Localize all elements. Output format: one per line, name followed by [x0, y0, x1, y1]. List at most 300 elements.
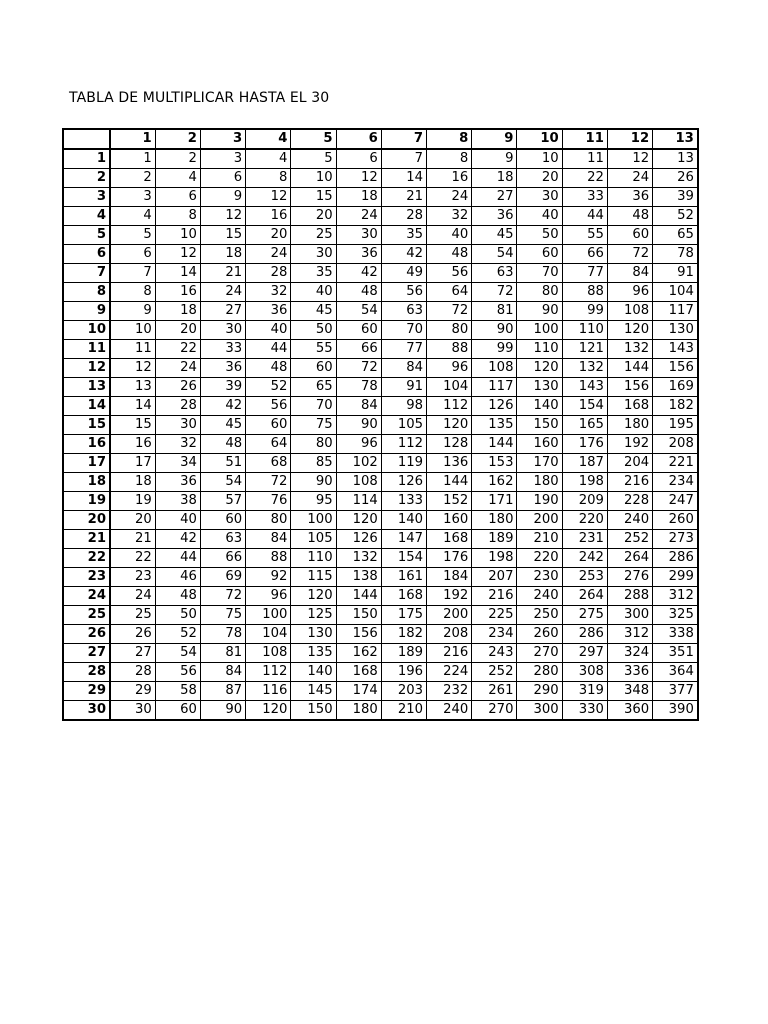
product-cell: 90	[291, 473, 336, 492]
product-cell: 45	[291, 302, 336, 321]
product-cell: 119	[381, 454, 426, 473]
product-cell: 176	[562, 435, 607, 454]
product-cell: 280	[517, 663, 562, 682]
product-cell: 92	[246, 568, 291, 587]
table-body	[63, 149, 698, 720]
product-cell: 68	[246, 454, 291, 473]
product-cell: 121	[562, 340, 607, 359]
product-cell: 20	[246, 226, 291, 245]
product-cell: 240	[427, 701, 472, 721]
product-cell: 40	[246, 321, 291, 340]
row-header: 29	[63, 682, 110, 701]
product-cell: 174	[336, 682, 381, 701]
product-cell: 21	[381, 188, 426, 207]
product-cell: 153	[472, 454, 517, 473]
product-cell: 60	[200, 511, 245, 530]
product-cell: 15	[110, 416, 155, 435]
product-cell: 168	[607, 397, 652, 416]
product-cell: 39	[653, 188, 698, 207]
product-cell: 240	[607, 511, 652, 530]
multiplication-table	[62, 128, 699, 721]
product-cell: 175	[381, 606, 426, 625]
product-cell: 55	[291, 340, 336, 359]
product-cell: 126	[472, 397, 517, 416]
product-cell: 198	[562, 473, 607, 492]
product-cell: 216	[472, 587, 517, 606]
product-cell: 290	[517, 682, 562, 701]
product-cell: 12	[155, 245, 200, 264]
product-cell: 252	[607, 530, 652, 549]
product-cell: 80	[427, 321, 472, 340]
row-header: 3	[63, 188, 110, 207]
table-row	[63, 435, 698, 454]
product-cell: 216	[427, 644, 472, 663]
product-cell: 6	[155, 188, 200, 207]
product-cell: 300	[517, 701, 562, 721]
product-cell: 162	[472, 473, 517, 492]
product-cell: 234	[472, 625, 517, 644]
product-cell: 132	[607, 340, 652, 359]
table-row	[63, 530, 698, 549]
row-header: 6	[63, 245, 110, 264]
product-cell: 112	[246, 663, 291, 682]
product-cell: 286	[653, 549, 698, 568]
product-cell: 16	[427, 169, 472, 188]
product-cell: 48	[246, 359, 291, 378]
product-cell: 108	[246, 644, 291, 663]
column-header: 2	[155, 129, 200, 149]
product-cell: 38	[155, 492, 200, 511]
product-cell: 261	[472, 682, 517, 701]
row-header: 22	[63, 549, 110, 568]
product-cell: 6	[200, 169, 245, 188]
product-cell: 243	[472, 644, 517, 663]
product-cell: 209	[562, 492, 607, 511]
product-cell: 46	[155, 568, 200, 587]
product-cell: 96	[336, 435, 381, 454]
product-cell: 60	[336, 321, 381, 340]
product-cell: 208	[427, 625, 472, 644]
product-cell: 102	[336, 454, 381, 473]
product-cell: 105	[381, 416, 426, 435]
product-cell: 108	[607, 302, 652, 321]
product-cell: 240	[517, 587, 562, 606]
column-header: 7	[381, 129, 426, 149]
product-cell: 55	[562, 226, 607, 245]
product-cell: 319	[562, 682, 607, 701]
product-cell: 104	[427, 378, 472, 397]
product-cell: 52	[155, 625, 200, 644]
product-cell: 18	[200, 245, 245, 264]
product-cell: 26	[155, 378, 200, 397]
product-cell: 65	[653, 226, 698, 245]
product-cell: 27	[472, 188, 517, 207]
table-row	[63, 568, 698, 587]
product-cell: 189	[472, 530, 517, 549]
row-header: 12	[63, 359, 110, 378]
row-header: 9	[63, 302, 110, 321]
product-cell: 9	[200, 188, 245, 207]
product-cell: 286	[562, 625, 607, 644]
row-header: 21	[63, 530, 110, 549]
row-header: 26	[63, 625, 110, 644]
product-cell: 270	[472, 701, 517, 721]
product-cell: 120	[427, 416, 472, 435]
product-cell: 300	[607, 606, 652, 625]
product-cell: 275	[562, 606, 607, 625]
product-cell: 200	[517, 511, 562, 530]
product-cell: 110	[562, 321, 607, 340]
product-cell: 10	[517, 149, 562, 169]
product-cell: 96	[427, 359, 472, 378]
product-cell: 108	[472, 359, 517, 378]
product-cell: 30	[155, 416, 200, 435]
product-cell: 78	[200, 625, 245, 644]
row-header: 17	[63, 454, 110, 473]
product-cell: 90	[517, 302, 562, 321]
product-cell: 144	[427, 473, 472, 492]
product-cell: 22	[155, 340, 200, 359]
product-cell: 152	[427, 492, 472, 511]
row-header: 1	[63, 149, 110, 169]
product-cell: 6	[110, 245, 155, 264]
product-cell: 20	[155, 321, 200, 340]
product-cell: 81	[472, 302, 517, 321]
product-cell: 24	[200, 283, 245, 302]
product-cell: 154	[381, 549, 426, 568]
product-cell: 77	[381, 340, 426, 359]
product-cell: 88	[246, 549, 291, 568]
page-title: TABLA DE MULTIPLICAR HASTA EL 30	[69, 90, 330, 106]
product-cell: 190	[517, 492, 562, 511]
product-cell: 36	[607, 188, 652, 207]
product-cell: 165	[562, 416, 607, 435]
row-header: 16	[63, 435, 110, 454]
product-cell: 44	[155, 549, 200, 568]
product-cell: 57	[200, 492, 245, 511]
product-cell: 98	[381, 397, 426, 416]
product-cell: 24	[110, 587, 155, 606]
table-row	[63, 321, 698, 340]
product-cell: 36	[155, 473, 200, 492]
product-cell: 69	[200, 568, 245, 587]
product-cell: 70	[517, 264, 562, 283]
row-header: 10	[63, 321, 110, 340]
product-cell: 77	[562, 264, 607, 283]
product-cell: 34	[155, 454, 200, 473]
product-cell: 312	[607, 625, 652, 644]
product-cell: 132	[336, 549, 381, 568]
product-cell: 112	[427, 397, 472, 416]
product-cell: 14	[381, 169, 426, 188]
table-row	[63, 492, 698, 511]
product-cell: 234	[653, 473, 698, 492]
column-header: 8	[427, 129, 472, 149]
product-cell: 348	[607, 682, 652, 701]
product-cell: 44	[246, 340, 291, 359]
product-cell: 28	[381, 207, 426, 226]
product-cell: 189	[381, 644, 426, 663]
product-cell: 145	[291, 682, 336, 701]
product-cell: 40	[291, 283, 336, 302]
product-cell: 72	[246, 473, 291, 492]
product-cell: 108	[336, 473, 381, 492]
table-row	[63, 663, 698, 682]
product-cell: 10	[155, 226, 200, 245]
product-cell: 28	[110, 663, 155, 682]
product-cell: 114	[336, 492, 381, 511]
product-cell: 264	[562, 587, 607, 606]
column-header: 13	[653, 129, 698, 149]
column-header: 12	[607, 129, 652, 149]
product-cell: 42	[336, 264, 381, 283]
product-cell: 40	[155, 511, 200, 530]
product-cell: 6	[336, 149, 381, 169]
product-cell: 117	[653, 302, 698, 321]
product-cell: 220	[517, 549, 562, 568]
product-cell: 9	[472, 149, 517, 169]
table-row	[63, 587, 698, 606]
product-cell: 100	[517, 321, 562, 340]
product-cell: 35	[381, 226, 426, 245]
product-cell: 22	[110, 549, 155, 568]
product-cell: 184	[427, 568, 472, 587]
product-cell: 3	[200, 149, 245, 169]
product-cell: 247	[653, 492, 698, 511]
product-cell: 32	[155, 435, 200, 454]
table-row	[63, 245, 698, 264]
product-cell: 156	[607, 378, 652, 397]
product-cell: 325	[653, 606, 698, 625]
product-cell: 180	[607, 416, 652, 435]
product-cell: 250	[517, 606, 562, 625]
row-header: 24	[63, 587, 110, 606]
product-cell: 72	[607, 245, 652, 264]
product-cell: 182	[381, 625, 426, 644]
product-cell: 45	[472, 226, 517, 245]
product-cell: 150	[517, 416, 562, 435]
product-cell: 30	[517, 188, 562, 207]
row-header: 23	[63, 568, 110, 587]
product-cell: 364	[653, 663, 698, 682]
product-cell: 88	[562, 283, 607, 302]
row-header: 15	[63, 416, 110, 435]
product-cell: 162	[336, 644, 381, 663]
product-cell: 19	[110, 492, 155, 511]
product-cell: 33	[562, 188, 607, 207]
product-cell: 308	[562, 663, 607, 682]
row-header: 13	[63, 378, 110, 397]
product-cell: 25	[110, 606, 155, 625]
table-row	[63, 188, 698, 207]
product-cell: 180	[517, 473, 562, 492]
product-cell: 90	[472, 321, 517, 340]
product-cell: 253	[562, 568, 607, 587]
product-cell: 96	[607, 283, 652, 302]
table-row	[63, 378, 698, 397]
product-cell: 18	[155, 302, 200, 321]
product-cell: 99	[472, 340, 517, 359]
product-cell: 42	[155, 530, 200, 549]
product-cell: 48	[200, 435, 245, 454]
product-cell: 18	[336, 188, 381, 207]
product-cell: 75	[291, 416, 336, 435]
product-cell: 180	[472, 511, 517, 530]
table-header	[63, 129, 698, 149]
product-cell: 15	[200, 226, 245, 245]
product-cell: 26	[110, 625, 155, 644]
product-cell: 4	[155, 169, 200, 188]
row-header: 7	[63, 264, 110, 283]
product-cell: 204	[607, 454, 652, 473]
product-cell: 32	[427, 207, 472, 226]
product-cell: 54	[336, 302, 381, 321]
product-cell: 36	[336, 245, 381, 264]
product-cell: 56	[155, 663, 200, 682]
product-cell: 40	[427, 226, 472, 245]
product-cell: 200	[427, 606, 472, 625]
corner-cell	[63, 129, 110, 149]
table-row	[63, 549, 698, 568]
product-cell: 72	[200, 587, 245, 606]
product-cell: 1	[110, 149, 155, 169]
column-header: 1	[110, 129, 155, 149]
row-header: 28	[63, 663, 110, 682]
product-cell: 104	[246, 625, 291, 644]
product-cell: 84	[246, 530, 291, 549]
product-cell: 196	[381, 663, 426, 682]
product-cell: 207	[472, 568, 517, 587]
product-cell: 128	[427, 435, 472, 454]
product-cell: 221	[653, 454, 698, 473]
product-cell: 100	[291, 511, 336, 530]
product-cell: 60	[155, 701, 200, 721]
product-cell: 63	[200, 530, 245, 549]
product-cell: 22	[562, 169, 607, 188]
product-cell: 24	[607, 169, 652, 188]
product-cell: 72	[427, 302, 472, 321]
product-cell: 26	[653, 169, 698, 188]
product-cell: 220	[562, 511, 607, 530]
product-cell: 11	[562, 149, 607, 169]
product-cell: 276	[607, 568, 652, 587]
product-cell: 60	[291, 359, 336, 378]
product-cell: 126	[336, 530, 381, 549]
product-cell: 15	[291, 188, 336, 207]
product-cell: 35	[291, 264, 336, 283]
product-cell: 90	[336, 416, 381, 435]
product-cell: 13	[110, 378, 155, 397]
product-cell: 24	[336, 207, 381, 226]
product-cell: 120	[246, 701, 291, 721]
product-cell: 66	[200, 549, 245, 568]
product-cell: 299	[653, 568, 698, 587]
product-cell: 324	[607, 644, 652, 663]
row-header: 8	[63, 283, 110, 302]
product-cell: 160	[517, 435, 562, 454]
product-cell: 87	[200, 682, 245, 701]
table-row	[63, 149, 698, 169]
product-cell: 8	[110, 283, 155, 302]
row-header: 19	[63, 492, 110, 511]
product-cell: 8	[427, 149, 472, 169]
product-cell: 192	[427, 587, 472, 606]
product-cell: 10	[110, 321, 155, 340]
product-cell: 130	[653, 321, 698, 340]
product-cell: 64	[427, 283, 472, 302]
column-header: 5	[291, 129, 336, 149]
product-cell: 72	[336, 359, 381, 378]
product-cell: 32	[246, 283, 291, 302]
row-header: 14	[63, 397, 110, 416]
product-cell: 115	[291, 568, 336, 587]
column-header: 10	[517, 129, 562, 149]
product-cell: 21	[110, 530, 155, 549]
product-cell: 84	[336, 397, 381, 416]
product-cell: 330	[562, 701, 607, 721]
product-cell: 20	[110, 511, 155, 530]
table-row	[63, 701, 698, 721]
product-cell: 10	[291, 169, 336, 188]
product-cell: 54	[200, 473, 245, 492]
product-cell: 225	[472, 606, 517, 625]
table-row	[63, 644, 698, 663]
product-cell: 230	[517, 568, 562, 587]
product-cell: 16	[155, 283, 200, 302]
product-cell: 50	[155, 606, 200, 625]
product-cell: 156	[653, 359, 698, 378]
product-cell: 170	[517, 454, 562, 473]
product-cell: 14	[110, 397, 155, 416]
product-cell: 5	[110, 226, 155, 245]
product-cell: 120	[607, 321, 652, 340]
product-cell: 56	[246, 397, 291, 416]
product-cell: 140	[517, 397, 562, 416]
table-row	[63, 207, 698, 226]
product-cell: 105	[291, 530, 336, 549]
product-cell: 150	[336, 606, 381, 625]
product-cell: 20	[517, 169, 562, 188]
product-cell: 168	[381, 587, 426, 606]
product-cell: 117	[472, 378, 517, 397]
product-cell: 58	[155, 682, 200, 701]
product-cell: 260	[517, 625, 562, 644]
product-cell: 60	[517, 245, 562, 264]
product-cell: 156	[336, 625, 381, 644]
product-cell: 8	[155, 207, 200, 226]
product-cell: 80	[517, 283, 562, 302]
product-cell: 70	[381, 321, 426, 340]
product-cell: 23	[110, 568, 155, 587]
product-cell: 30	[200, 321, 245, 340]
product-cell: 377	[653, 682, 698, 701]
product-cell: 13	[653, 149, 698, 169]
table-row	[63, 340, 698, 359]
product-cell: 18	[472, 169, 517, 188]
product-cell: 29	[110, 682, 155, 701]
product-cell: 210	[517, 530, 562, 549]
product-cell: 39	[200, 378, 245, 397]
product-cell: 25	[291, 226, 336, 245]
product-cell: 30	[336, 226, 381, 245]
product-cell: 110	[517, 340, 562, 359]
product-cell: 7	[110, 264, 155, 283]
product-cell: 168	[336, 663, 381, 682]
table-row	[63, 625, 698, 644]
product-cell: 171	[472, 492, 517, 511]
product-cell: 187	[562, 454, 607, 473]
product-cell: 8	[246, 169, 291, 188]
